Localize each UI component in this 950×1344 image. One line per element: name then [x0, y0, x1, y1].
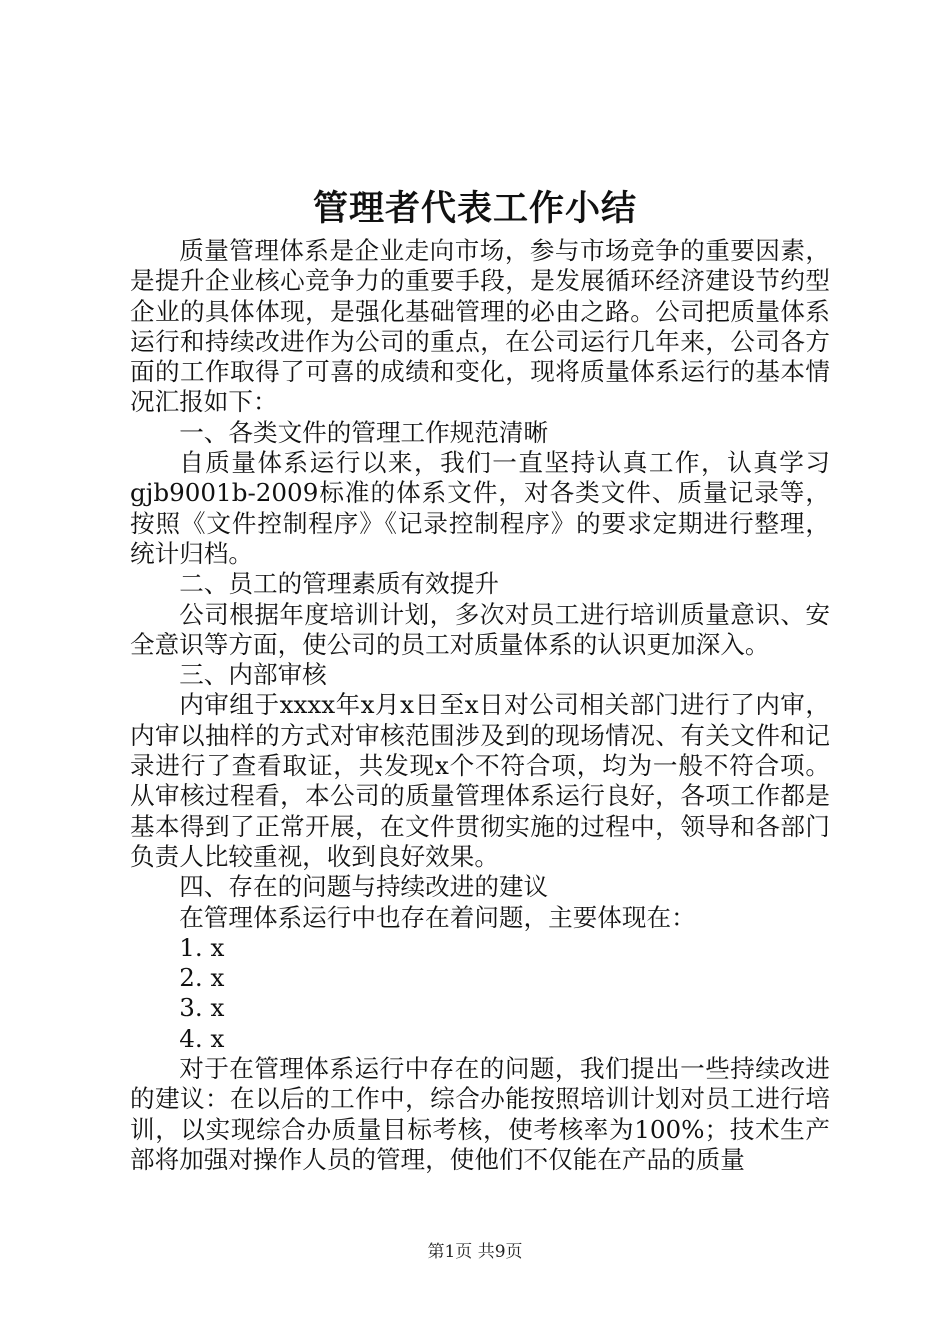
section-1-paragraph: 自质量体系运行以来，我们一直坚持认真工作，认真学习gjb9001b-2009标准的体系文件，对各类文件、质量记录等，按照《文件控制程序》《记录控制程序》的要求定期进行整理，统计归档。 — [130, 448, 830, 568]
section-heading-1: 一、各类文件的管理工作规范清晰 — [179, 417, 549, 447]
section-heading-4: 四、存在的问题与持续改进的建议 — [179, 872, 549, 902]
suggestions-paragraph: 对于在管理体系运行中存在的问题，我们提出一些持续改进的建议：在以后的工作中，综合办能按照培训计划对员工进行培训，以实现综合办质量目标考核，使考核率为100%；技术生产部将加强对操作人员的管理，使他们不仅能在产品的质量 — [130, 1054, 830, 1174]
page-footer: 第1页 共9页 — [427, 1242, 523, 1262]
section-2-paragraph: 公司根据年度培训计划，多次对员工进行培训质量意识、安全意识等方面，使公司的员工对质量体系的认识更加深入。 — [130, 599, 830, 659]
problem-list-item: 1. x — [179, 932, 225, 962]
problem-list-item: 4. x — [179, 1023, 225, 1053]
problem-list-item: 2. x — [179, 963, 225, 993]
section-heading-2: 二、员工的管理素质有效提升 — [179, 569, 499, 599]
document-title: 管理者代表工作小结 — [312, 188, 637, 229]
intro-paragraph: 质量管理体系是企业走向市场，参与市场竞争的重要因素，是提升企业核心竞争力的重要手段，是发展循环经济建设节约型企业的具体体现，是强化基础管理的必由之路。公司把质量体系运行和持续改进作为公司的重点，在公司运行几年来，公司各方面的工作取得了可喜的成绩和变化，现将质量体系运行的基本情况汇报如下： — [130, 236, 830, 417]
document-body — [130, 236, 830, 1175]
problem-list-item: 3. x — [179, 993, 225, 1023]
section-heading-3: 三、内部审核 — [179, 660, 327, 690]
problems-intro-paragraph: 在管理体系运行中也存在着问题，主要体现在： — [179, 902, 696, 932]
section-3-paragraph: 内审组于xxxx年x月x日至x日对公司相关部门进行了内审，内审以抽样的方式对审核范围涉及到的现场情况、有关文件和记录进行了查看取证，共发现x个不符合项，均为一般不符合项。从审核过程看，本公司的质量管理体系运行良好，各项工作都是基本得到了正常开展，在文件贯彻实施的过程中，领导和各部门负责人比较重视，收到良好效果。 — [130, 690, 830, 871]
